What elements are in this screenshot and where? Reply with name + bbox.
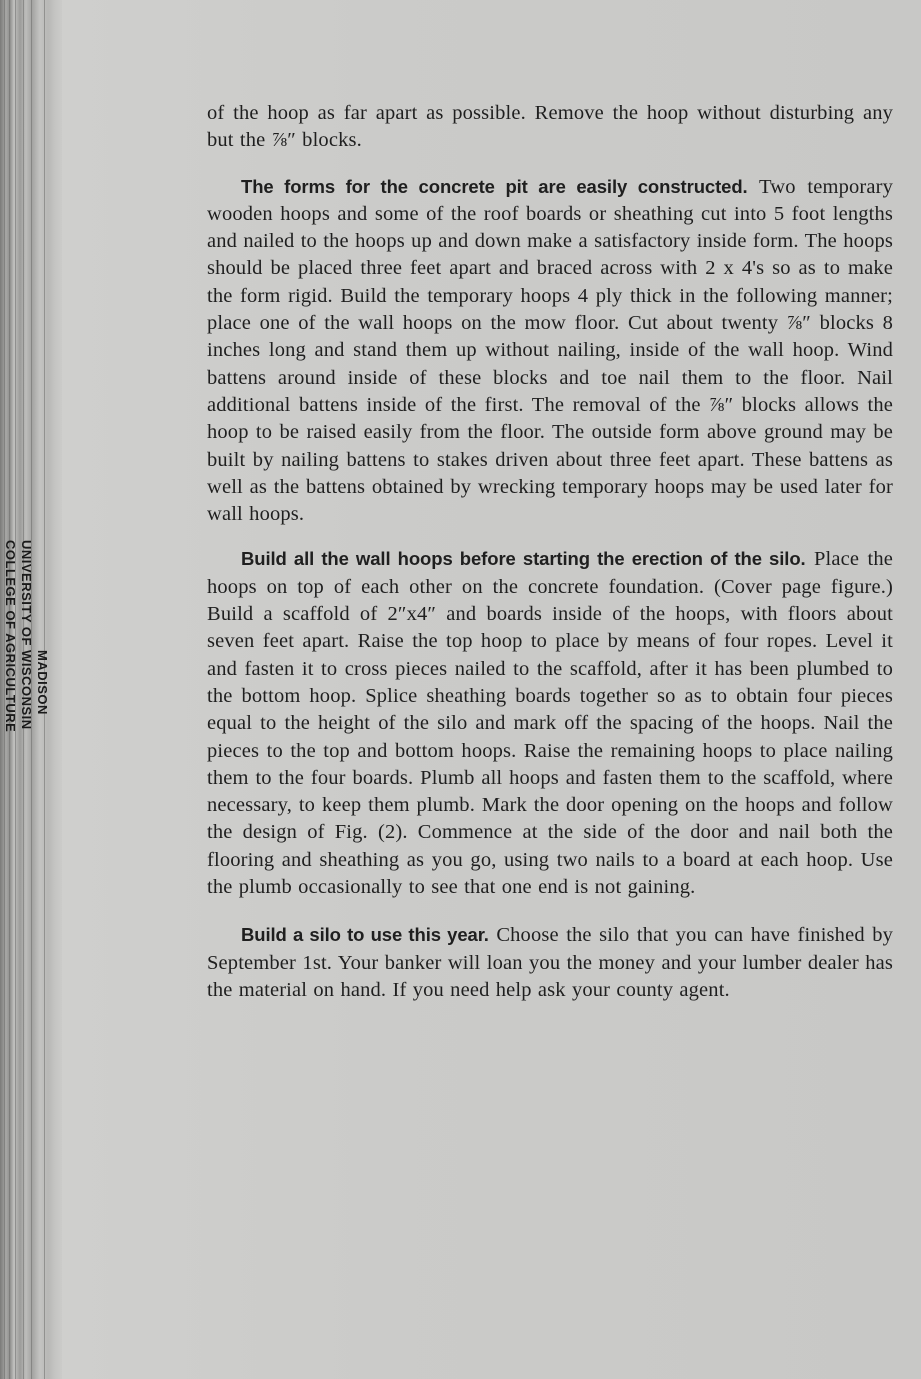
paragraph-lead-heading: Build all the wall hoops before starting the erection of the silo. (241, 548, 806, 570)
body-text (207, 100, 893, 1004)
paragraph-lead-heading: The forms for the concrete pit are easily constructed. (241, 175, 748, 197)
paragraph-text: Place the hoops on top of each other on the concrete foundation. (Cover page figure.) Build a scaffold of 2″x4″ and boards inside of the hoops, with floors about seven feet apart. Raise the top hoop to place by means of four ropes. Level it and fasten it to cross pieces nailed to the scaffold, after it has been plumbed to the bottom hoop. Splice sheathing boards together so as to obtain four pieces equal to the height of the silo and mark off the spacing of the hoops. Nail the pieces to the top and bottom hoops. Raise the remaining hoops to place nailing them to the four boards. Plumb all hoops and fasten them to the scaffold, where necessary, to keep them plumb. Mark the door opening on the hoops and follow the design of Fig. (2). Commence at the side of the door and nail both the flooring and sheathing as you go, using two nails to a board at each hoop. Use the plumb occasionally to see that one end is not gaining. (207, 548, 893, 899)
paragraph-text: of the hoop as far apart as possible. Remove the hoop without disturbing any but the ⅞″ blocks. (207, 102, 893, 152)
paragraph-wall-hoops (207, 545, 893, 901)
paragraph-concrete-pit-forms (207, 173, 893, 529)
stamp-line-madison: MADISON (35, 650, 50, 715)
paragraph-text: Two temporary wooden hoops and some of the roof boards or sheathing cut into 5 foot lengths and nailed to the hoops up and down make a satisfactory inside form. The hoops should be placed three feet apart and braced across with 2 x 4's so as to make the form rigid. Build the temporary hoops 4 ply thick in the following manner; place one of the wall hoops on the mow floor. Cut about twenty ⅞″ blocks 8 inches long and stand them up without nailing, inside of the wall hoop. Wind battens around inside of these blocks and toe nail them to the floor. Nail additional battens inside of the first. The removal of the ⅞″ blocks allows the hoop to be raised easily from the floor. The outside form above ground may be built by nailing battens to stakes driven about three feet apart. These battens as well as the battens obtained by wrecking temporary hoops may be used later for wall hoops. (207, 175, 893, 526)
library-stamp (2, 540, 62, 860)
paragraph-lead-heading: Build a silo to use this year. (241, 924, 489, 946)
paragraph-text: Choose the silo that you can have finished by September 1st. Your banker will loan you the money and your lumber dealer has the material on hand. If you need help ask your county agent. (207, 924, 893, 1001)
paragraph-build-this-year (207, 921, 893, 1004)
stamp-line-university: UNIVERSITY OF WISCONSIN (19, 540, 34, 730)
paragraph-continuation (207, 100, 893, 155)
stamp-line-college: COLLEGE OF AGRICULTURE (3, 540, 18, 733)
